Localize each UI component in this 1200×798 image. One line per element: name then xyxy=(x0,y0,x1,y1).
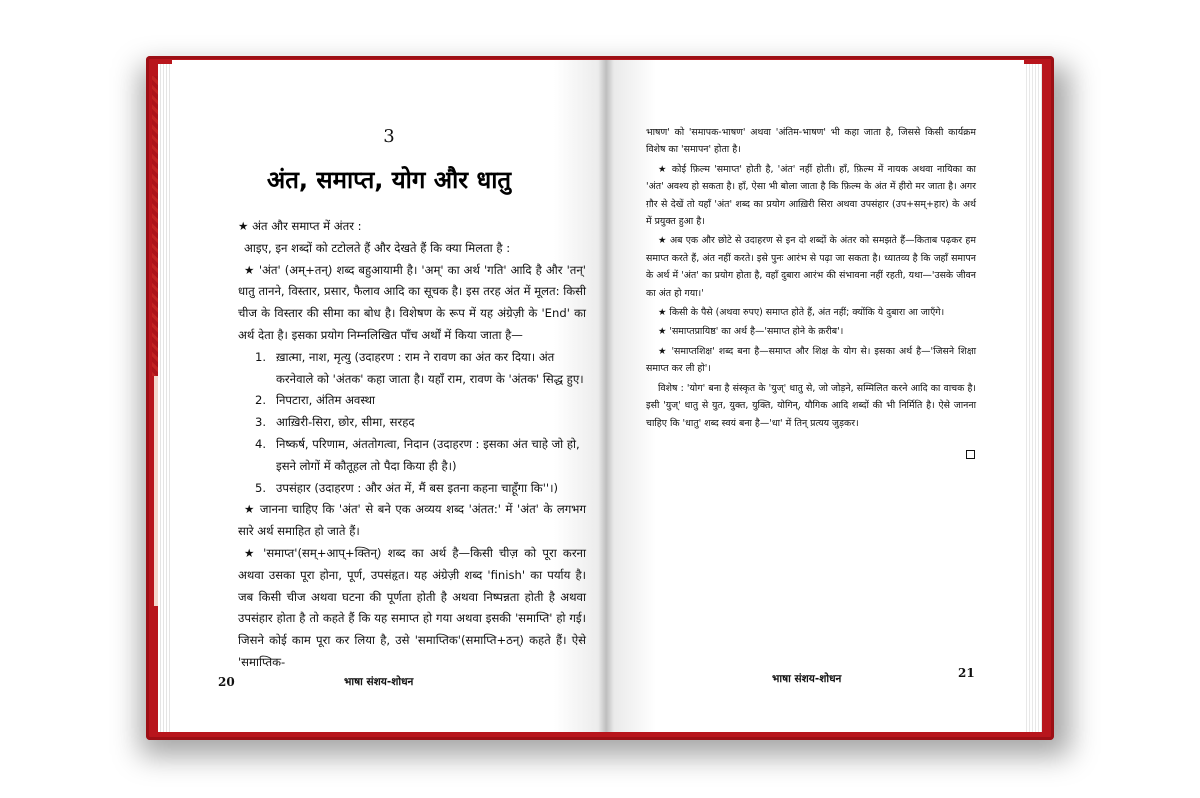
running-head-left: भाषा संशय-शोधन xyxy=(344,676,414,688)
book-gutter xyxy=(598,60,614,732)
paragraph: ★ अंत और समाप्त में अंतर : xyxy=(238,219,362,233)
list-item: 3. आख़िरी-सिरा, छोर, सीमा, सरहद xyxy=(254,415,415,430)
right-page xyxy=(606,60,1024,732)
list-item: 5. उपसंहार (उदाहरण : और अंत में, मैं बस इतना कहना चाहूँगा कि''।) xyxy=(254,480,559,495)
left-page-body xyxy=(238,216,586,674)
end-of-chapter-box xyxy=(966,450,975,459)
paragraph: विशेष : 'योग' बना है संस्कृत के 'युज्' धातु से, जो जोड़ने, सम्मिलित करने आदि का वाचक है। इसी 'युज्' धातु से युत, युक्त, युक्ति, योगिन्, यौगिक आदि शब्दों की भी निर्मिति है। ऐसे जानना चाहिए कि 'धातु' शब्द स्वयं बना है—'धा' में तिन् प्रत्यय जुड़कर। xyxy=(646,382,976,429)
left-page xyxy=(172,60,606,732)
chapter-number: 3 xyxy=(383,126,395,147)
paragraph: भाषण' को 'समापक-भाषण' अथवा 'अंतिम-भाषण' भी कहा जाता है, जिससे किसी कार्यक्रम विशेष का 'समापन' होता है। xyxy=(646,127,976,156)
paragraph: ★ कोई फ़िल्म 'समाप्त' होती है, 'अंत' नहीं होती। हाँ, फ़िल्म में नायक अथवा नायिका का 'अंत' अवश्य हो सकता है। हाँ, ऐसा भी बोला जाता है कि फ़िल्म के अंत में हीरो मर जाता है। अगर ग़ौर से देखें तो यहाँ 'अंत' शब्द का प्रयोग आख़िरी सिरा अथवा उपसंहार (उप+सम्+हार) के अर्थ में प्रयुक्त हुआ है। xyxy=(646,163,976,228)
paragraph: ★ 'समाप्तशिक्ष' शब्द बना है—समाप्त और शिक्ष के योग से। इसका अर्थ है—'जिसने शिक्षा समाप्त कर ली हो'। xyxy=(646,345,976,375)
paragraph: ★ 'अंत' (अम्+तन्) शब्द बहुआयामी है। 'अम्' का अर्थ 'गति' आदि है और 'तन्' धातु तानने, विस्तार, प्रसार, फैलाव आदि का सूचक है। इस तरह अंत में मूलत: किसी चीज के विस्तार की सीमा का बोध है। विशेषण के रूप में यह अंग्रेज़ी के 'End' का अर्थ देता है। इसका प्रयोग निम्नलिखित पाँच अर्थों में किया जाता है— xyxy=(238,262,586,342)
paragraph: आइए, इन शब्दों को टटोलते हैं और देखते हैं कि क्या मिलता है : xyxy=(244,240,511,255)
paragraph: ★ अब एक और छोटे से उदाहरण से इन दो शब्दों के अंतर को समझते हैं—किताब पढ़कर हम समाप्त करते हैं, अंत नहीं करते। इसे पुनः आरंभ से पढ़ा जा सकता है। ध्यातव्य है कि जहाँ समापन के अर्थ में 'अंत' का प्रयोग होता है, वहाँ दुबारा आरंभ की संभावना नहीं रहती, यथा—'उसके जीवन का अंत हो गया।' xyxy=(646,235,976,299)
right-page-body xyxy=(646,124,976,434)
list-item: 4. निष्कर्ष, परिणाम, अंततोगत्वा, निदान (उदाहरण : इसका अंत चाहे जो हो, इसने लोगों में कौतूहल तो पैदा किया ही है।) xyxy=(254,436,580,473)
paragraph: ★ किसी के पैसे (अथवा रुपए) समाप्त होते हैं, अंत नहीं; क्योंकि ये दुबारा आ जाएँगे। xyxy=(658,307,945,319)
chapter-title: अंत, समाप्त, योग और धातु xyxy=(266,166,512,194)
paragraph: ★ जानना चाहिए कि 'अंत' से बने एक अव्यय शब्द 'अंतत:' में 'अंत' के लगभग सारे अर्थ समाहित हो जाते हैं। xyxy=(238,502,586,539)
page-number-left: 20 xyxy=(218,675,235,689)
page-number-right: 21 xyxy=(958,666,975,680)
list-item: 1. ख़ात्मा, नाश, मृत्यु (उदाहरण : राम ने रावण का अंत कर दिया। अंत करनेवाले को 'अंतक' कहा जाता है। यहाँ राम, रावण के 'अंतक' सिद्ध हुए। xyxy=(254,349,584,386)
paragraph: ★ 'समाप्तप्रायिष्ठ' का अर्थ है—'समाप्त होने के क़रीब'। xyxy=(658,326,844,338)
running-head-right: भाषा संशय-शोधन xyxy=(772,673,842,685)
list-item: 2. निपटारा, अंतिम अवस्था xyxy=(254,393,376,408)
paragraph: ★ 'समाप्त'(सम्+आप्+क्तिन्) शब्द का अर्थ है—किसी चीज़ को पूरा करना अथवा उसका पूरा होना, पूर्ण, उपसंहृत। यह अंग्रेज़ी शब्द 'finish' का पर्याय है। जब किसी चीज अथवा घटना की पूर्णता होती है अथवा निष्पन्नता होती है अथवा उपसंहार होता है तो कहते हैं कि यह समाप्त हो गया अथवा इसकी 'समाप्ति' हो गई। जिसने कोई काम पूरा कर लिया है, उसे 'समाप्तिक'(समाप्ति+ठन्) कहते हैं। ऐसे 'समाप्तिक- xyxy=(238,545,586,669)
